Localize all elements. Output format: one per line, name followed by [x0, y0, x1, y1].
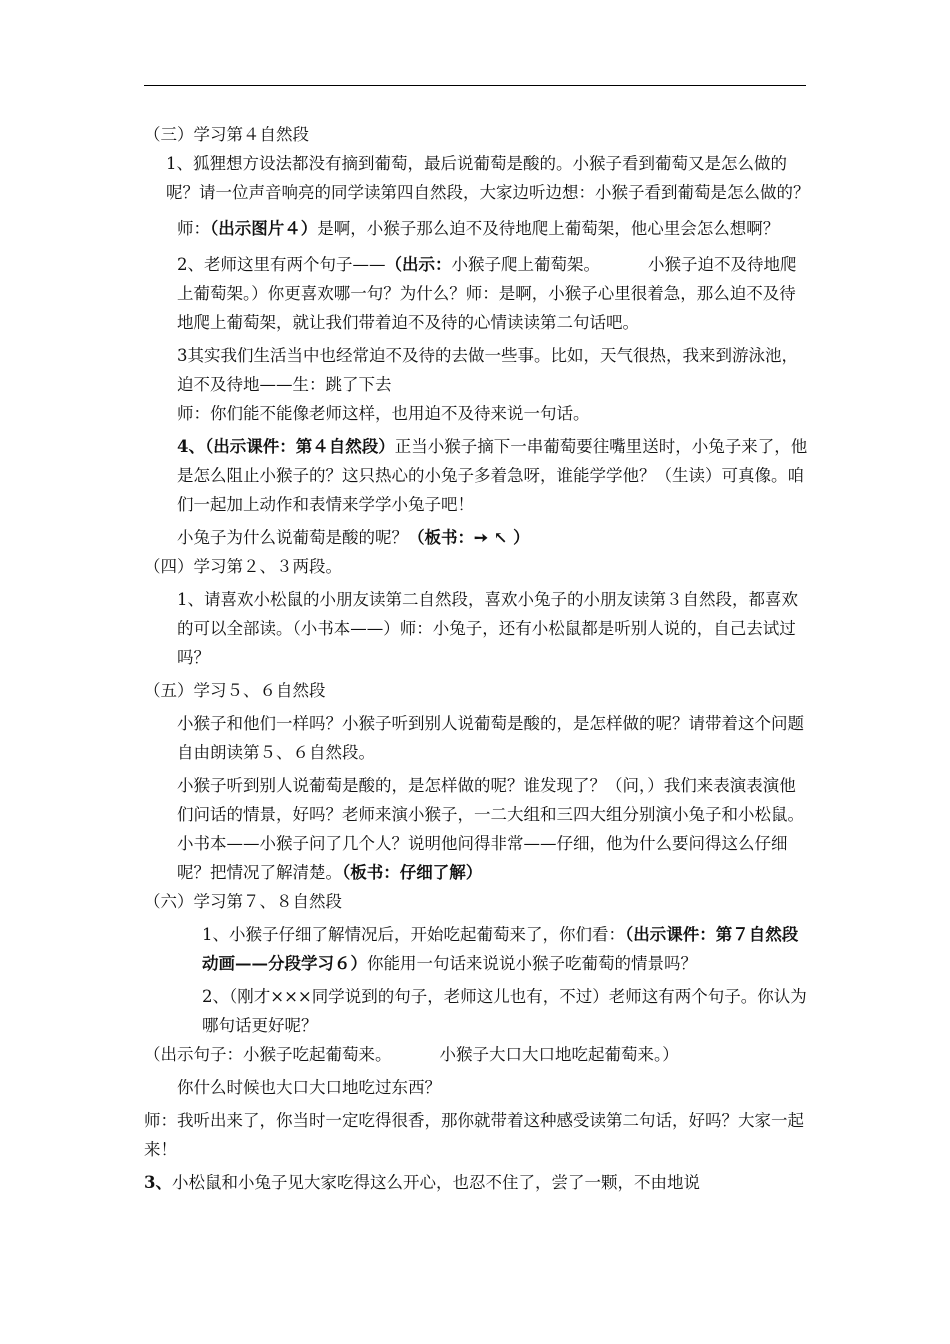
header-rule — [144, 85, 806, 86]
bold-text: （出示课件：第７自然段动画——分段学习６） — [202, 925, 799, 973]
bold-text: （出示图片４） — [210, 219, 318, 238]
bold-text: （板书：➙ ↖ ） — [408, 528, 530, 547]
text-run: 1、小猴子仔细了解情况后，开始吃起葡萄来了，你们看： — [202, 925, 625, 944]
paragraph — [144, 214, 812, 243]
paragraph: 师：你们能不能像老师这样，也用迫不及待来说一句话。 — [177, 404, 590, 423]
text-run: 小兔子为什么说葡萄是酸的呢？ — [177, 528, 408, 547]
text-run: 小松鼠和小兔子见大家吃得这么开心，也忍不住了，尝了一颗，不由地说 — [171, 1173, 700, 1192]
paragraph: 你什么时候也大口大口地吃过东西？ — [177, 1078, 441, 1097]
paragraph — [144, 1040, 812, 1069]
paragraph: 2、（刚才×××同学说到的句子，老师这儿也有，不过）老师这有两个句子。你认为哪句话更好呢？ — [202, 987, 807, 1035]
bold-text: 4、（出示课件：第４自然段） — [177, 437, 395, 456]
paragraph — [144, 250, 812, 337]
bold-text: （板书：仔细了解） — [342, 863, 483, 882]
text-run: （出示句子：小猴子吃起葡萄来。 — [144, 1045, 392, 1064]
paragraph: 3其实我们生活当中也经常迫不及待的去做一些事。比如，天气很热，我来到游泳池，迫不及待地——生：跳了下去 — [177, 346, 798, 394]
paragraph — [144, 432, 812, 519]
text-run: 正当小猴子摘下一串葡萄要往嘴里送时，小兔子来了，他是怎么阻止小猴子的？这只热心的小兔子多着急呀，谁能学学他？（生读）可真像。咱们一起加上动作和表情来学学小兔子吧！ — [177, 437, 808, 514]
paragraph — [144, 771, 812, 887]
text-run: 小猴子大口大口地吃起葡萄来。） — [439, 1045, 679, 1064]
paragraph: 1、狐狸想方设法都没有摘到葡萄，最后说葡萄是酸的。小猴子看到葡萄又是怎么做的呢？请一位声音响亮的同学读第四自然段，大家边听边想：小猴子看到葡萄是怎么做的？ — [166, 154, 810, 202]
paragraph — [144, 920, 812, 978]
text-run: 师： — [177, 219, 210, 238]
paragraph — [144, 1168, 812, 1197]
bold-text: 3、 — [144, 1173, 172, 1192]
bold-text: （出示： — [385, 255, 452, 274]
section-heading-5: （五）学习５、６自然段 — [144, 681, 326, 700]
text-run: 是啊，小猴子那么迫不及待地爬上葡萄架，他心里会怎么想啊？ — [317, 219, 780, 238]
text-run: 小猴子迫不及待地爬上葡萄架。）你更喜欢哪一句？为什么？师：是啊，小猴子心里很着急，那么迫不及待地爬上葡萄架，就让我们带着迫不及待的心情读读第二句话吧。 — [177, 255, 797, 332]
section-heading-6: （六）学习第７、８自然段 — [144, 892, 342, 911]
text-run: 2、老师这里有两个句子—— — [177, 255, 386, 274]
paragraph — [144, 523, 812, 552]
text-run: 小猴子爬上葡萄架。 — [451, 255, 600, 274]
section-heading-4: （四）学习第２、３两段。 — [144, 557, 342, 576]
document-body — [144, 120, 812, 1197]
paragraph: 1、请喜欢小松鼠的小朋友读第二自然段，喜欢小兔子的小朋友读第３自然段，都喜欢的可以全部读。（小书本——）师：小兔子，还有小松鼠都是听别人说的，自己去试过吗？ — [177, 590, 798, 667]
paragraph: 小猴子和他们一样吗？小猴子听到别人说葡萄是酸的，是怎样做的呢？请带着这个问题自由朗读第５、６自然段。 — [177, 714, 804, 762]
section-heading-3: （三）学习第４自然段 — [144, 125, 309, 144]
paragraph: 师：我听出来了，你当时一定吃得很香，那你就带着这种感受读第二句话，好吗？大家一起来！ — [144, 1111, 804, 1159]
text-run: 你能用一句话来说说小猴子吃葡萄的情景吗？ — [367, 954, 697, 973]
text-run: 小猴子听到别人说葡萄是酸的，是怎样做的呢？谁发现了？（问，）我们来表演表演他们问话的情景，好吗？老师来演小猴子，一二大组和三四大组分别演小兔子和小松鼠。小书本——小猴子问了几个人？说明他问得非常——仔细，他为什么要问得这么仔细呢？把情况了解清楚。 — [177, 776, 804, 882]
